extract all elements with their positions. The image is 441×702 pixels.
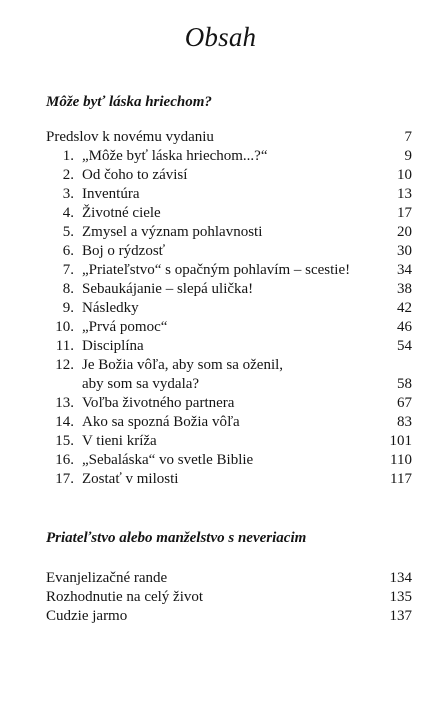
entry-title: Boj o rýdzosť	[82, 243, 166, 259]
entry-title: V tieni kríža	[82, 433, 157, 449]
entry-page: 83	[397, 414, 412, 430]
entry-title: „Priateľstvo“ s opačným pohlavím – scestie!	[82, 262, 351, 278]
entry-title: Disciplína	[82, 338, 144, 354]
toc-entry[interactable]	[46, 356, 412, 394]
entry-number: 11.	[55, 338, 74, 354]
toc-section-1	[46, 128, 412, 489]
toc-entry[interactable]	[46, 588, 412, 607]
entry-number: 14.	[55, 414, 74, 430]
entry-title: Rozhodnutie na celý život	[46, 589, 204, 605]
page-title: Obsah	[184, 22, 257, 52]
entry-title: Zostať v milosti	[82, 471, 179, 487]
entry-title: Je Božia vôľa, aby som sa oženil,	[82, 357, 284, 373]
entry-number: 2.	[62, 167, 74, 183]
entry-page: 42	[397, 300, 412, 316]
entry-page: 13	[397, 186, 412, 202]
toc-entry[interactable]	[46, 223, 412, 242]
entry-title: Cudzie jarmo	[46, 608, 128, 624]
entry-page: 117	[390, 471, 412, 487]
entry-title: Predslov k novému vydaniu	[46, 129, 214, 145]
toc-entry[interactable]	[46, 147, 412, 166]
entry-page: 10	[397, 167, 412, 183]
entry-title: Od čoho to závisí	[82, 167, 188, 183]
entry-page: 46	[397, 319, 412, 335]
entry-title-continued: aby som sa vydala?	[82, 376, 200, 392]
toc-entry[interactable]	[46, 470, 412, 489]
toc-entry[interactable]	[46, 261, 412, 280]
toc-entry[interactable]	[46, 394, 412, 413]
toc-entry[interactable]	[46, 413, 412, 432]
entry-number: 15.	[55, 433, 74, 449]
entry-page: 20	[397, 224, 412, 240]
entry-page: 7	[404, 129, 412, 145]
entry-title: „Môže byť láska hriechom...?“	[82, 148, 268, 164]
toc-entry[interactable]	[46, 607, 412, 626]
toc-entry[interactable]	[46, 242, 412, 261]
entry-title: Životné ciele	[82, 205, 161, 221]
toc-entry[interactable]	[46, 318, 412, 337]
toc-entry[interactable]	[46, 432, 412, 451]
toc-entry[interactable]	[46, 166, 412, 185]
entry-page: 110	[390, 452, 412, 468]
toc-entry[interactable]	[46, 451, 412, 470]
entry-title: Sebaukájanie – slepá ulička!	[82, 281, 254, 297]
entry-title: Následky	[82, 300, 139, 316]
toc-entry[interactable]	[46, 280, 412, 299]
entry-title: Inventúra	[82, 186, 140, 202]
entry-page: 137	[389, 608, 412, 624]
entry-page: 17	[397, 205, 412, 221]
entry-title: „Prvá pomoc“	[82, 319, 168, 335]
toc-entry[interactable]	[46, 337, 412, 356]
entry-number: 12.	[55, 357, 74, 373]
entry-page: 135	[389, 589, 412, 605]
entry-page: 67	[397, 395, 412, 411]
entry-number: 4.	[62, 205, 74, 221]
entry-page: 38	[397, 281, 412, 297]
toc-entry[interactable]	[46, 569, 412, 588]
toc-entry[interactable]	[46, 204, 412, 223]
entry-title: Voľba životného partnera	[82, 395, 235, 411]
entry-page: 30	[397, 243, 412, 259]
section-title: Priateľstvo alebo manželstvo s neveriacim	[46, 530, 307, 546]
entry-title: Zmysel a význam pohlavnosti	[82, 224, 263, 240]
entry-title-wrap	[82, 356, 372, 394]
entry-title: Evanjelizačné rande	[46, 570, 168, 586]
entry-number: 9.	[62, 300, 74, 316]
section-title: Môže byť láska hriechom?	[46, 94, 212, 110]
entry-number: 5.	[62, 224, 74, 240]
entry-number: 13.	[55, 395, 74, 411]
entry-title: Ako sa spozná Božia vôľa	[82, 414, 240, 430]
entry-number: 17.	[55, 471, 74, 487]
entry-page: 134	[389, 570, 412, 586]
entry-page: 58	[397, 376, 412, 392]
entry-page: 54	[397, 338, 412, 354]
entry-number: 1.	[62, 148, 74, 164]
toc-entry[interactable]	[46, 185, 412, 204]
entry-page: 34	[397, 262, 412, 278]
entry-number: 10.	[55, 319, 74, 335]
entry-title: „Sebaláska“ vo svetle Biblie	[82, 452, 254, 468]
entry-page: 9	[404, 148, 412, 164]
entry-number: 7.	[62, 262, 74, 278]
entry-number: 16.	[55, 452, 74, 468]
entry-number: 6.	[62, 243, 74, 259]
entry-page: 101	[389, 433, 412, 449]
toc-entry[interactable]	[46, 299, 412, 318]
toc-section-2	[46, 569, 412, 626]
entry-number: 8.	[62, 281, 74, 297]
toc-entry[interactable]	[46, 128, 412, 147]
entry-number: 3.	[62, 186, 74, 202]
